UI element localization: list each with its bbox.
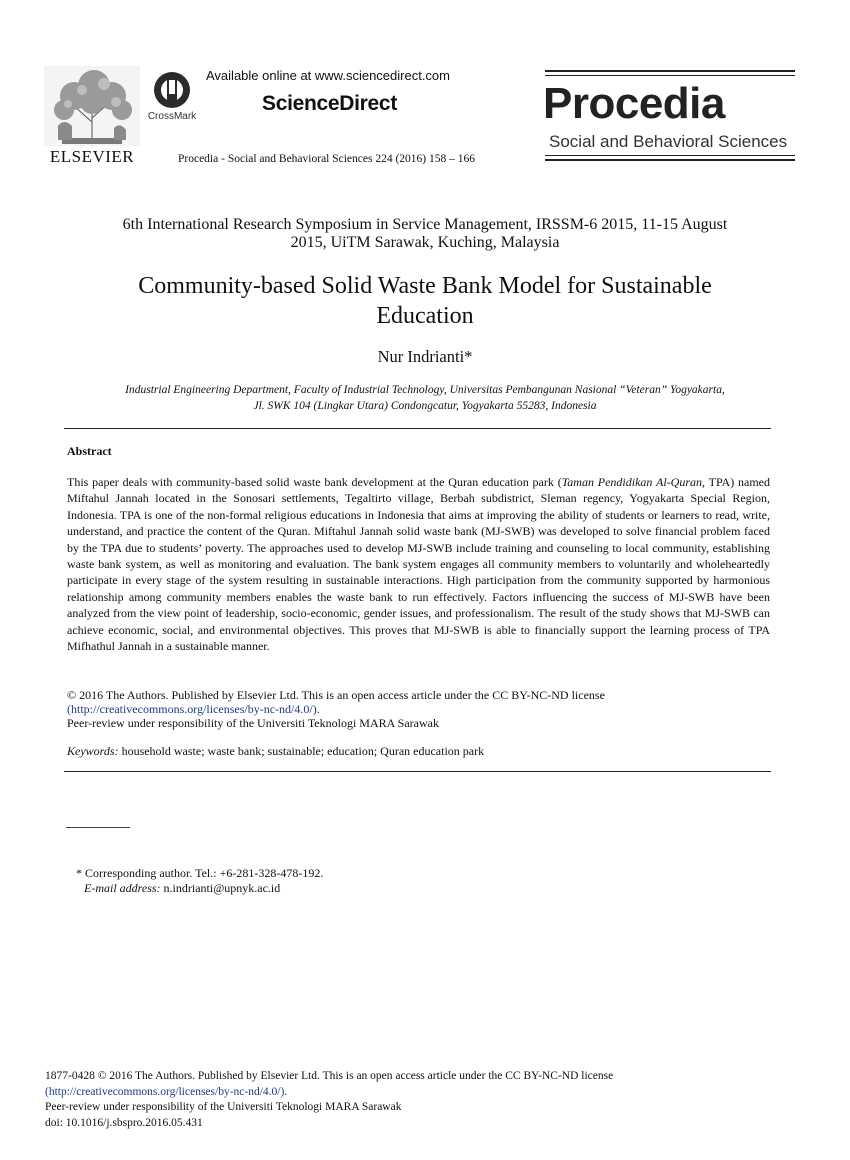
page-footer — [45, 1069, 805, 1131]
paper-title — [60, 271, 790, 331]
affiliation-line: Jl. SWK 104 (Lingkar Utara) Condongcatur, Yogyakarta 55283, Indonesia — [253, 400, 597, 412]
section-divider — [64, 771, 771, 772]
abstract-text-part: This paper deals with community-based solid waste bank development at the Quran education park ( — [67, 475, 562, 489]
conference-line: 6th International Research Symposium in Service Management, IRSSM-6 2015, 11-15 August — [122, 216, 728, 233]
abstract-text-italic: Taman Pendidikan Al-Quran — [561, 475, 703, 489]
conference-line: 2015, UiTM Sarawak, Kuching, Malaysia — [290, 234, 560, 251]
license-line: © 2016 The Authors. Published by Elsevier Ltd. This is an open access article under the CC BY-NC-ND license — [67, 688, 605, 702]
footer-license-link[interactable]: (http://creativecommons.org/licenses/by-nc-nd/4.0/) — [45, 1085, 285, 1098]
footnote — [76, 866, 323, 896]
masthead-rule — [545, 75, 795, 76]
affiliation — [60, 382, 790, 414]
doi[interactable]: doi: 10.1016/j.sbspro.2016.05.431 — [45, 1116, 203, 1129]
footer-link-line — [45, 1085, 805, 1101]
abstract-heading: Abstract — [67, 444, 112, 458]
journal-title: Procedia — [543, 79, 725, 128]
license-notice — [67, 688, 770, 730]
license-line — [67, 702, 770, 716]
footer-peer-review: Peer-review under responsibility of the Universiti Teknologi MARA Sarawak — [45, 1101, 402, 1113]
keywords-values: household waste; waste bank; sustainable; education; Quran education park — [118, 744, 485, 758]
journal-reference: Procedia - Social and Behavioral Sciences 224 (2016) 158 – 166 — [178, 153, 476, 165]
license-link[interactable]: (http://creativecommons.org/licenses/by-nc-nd/4.0/) — [67, 702, 317, 716]
email-label: E-mail address: — [84, 881, 161, 895]
keywords-label: Keywords: — [67, 744, 119, 758]
license-link-suffix: . — [316, 702, 320, 716]
available-online-link[interactable]: Available online at www.sciencedirect.com — [206, 68, 450, 83]
footer-link-suffix: . — [284, 1085, 288, 1098]
footnote-rule — [66, 827, 130, 828]
peer-review-line: Peer-review under responsibility of the Universiti Teknologi MARA Sarawak — [67, 716, 439, 730]
masthead-rule — [545, 70, 795, 72]
title-line: Community-based Solid Waste Bank Model for Sustainable — [138, 273, 712, 299]
section-divider — [64, 428, 771, 429]
sciencedirect-brand: ScienceDirect — [262, 92, 398, 115]
journal-subtitle: Social and Behavioral Sciences — [549, 132, 788, 151]
keywords — [67, 744, 770, 759]
conference-info — [60, 216, 790, 252]
affiliation-line: Industrial Engineering Department, Faculty of Industrial Technology, Universitas Pembangunan Nasional “Veteran” Yogyakarta, — [125, 384, 725, 396]
author-name: Nur Indrianti* — [377, 347, 473, 366]
elsevier-wordmark: ELSEVIER — [49, 147, 135, 166]
email-address[interactable]: n.indrianti@upnyk.ac.id — [160, 881, 281, 895]
abstract-text — [67, 474, 770, 654]
title-line: Education — [376, 303, 474, 329]
crossmark-label: CrossMark — [147, 111, 197, 122]
masthead-rule — [545, 155, 795, 156]
corresponding-author: * Corresponding author. Tel.: +6-281-328-478-192. — [76, 866, 324, 880]
abstract-text-part: , TPA) named Miftahul Jannah located in the Sonosari settlements, Tegaltirto village, Berbah subdistrict, Sleman regency, Yogyakarta Special Region, Indonesia. TPA is one of the non-formal religious educations in Indonesia that aims at improving the ability of students or learners to read, write, understand, and practice the content of the Quran. Miftahul Jannah solid waste bank (MJ-SWB) was developed to solve financial problem faced by the TPA due to students’ poverty. The approaches used to develop MJ-SWB include training and counseling to local community, establishing waste bank system, as well as monitoring and evaluation. The bank system engages all community members to voluntarily and wholeheartedly participate in every stage of the system resulting in sustainable interactions. High participation from the community supported by harmonious relationship among community members enables the waste bank to run effectively. Factors influencing the success of MJ-SWB have been analyzed from the view point of leadership, socio-economic, gender issues, and professionalism. The result of the study shows that MJ-SWB can achieve economic, social, and environmental objectives. This proves that MJ-SWB is able to financially support the learning process of TPA Mifhathul Jannah in a sustainable manner. — [67, 475, 770, 654]
footer-license-line: 1877-0428 © 2016 The Authors. Published by Elsevier Ltd. This is an open access article under the CC BY-NC-ND license — [45, 1070, 614, 1082]
email-line — [76, 881, 323, 896]
masthead-rule — [545, 159, 795, 161]
